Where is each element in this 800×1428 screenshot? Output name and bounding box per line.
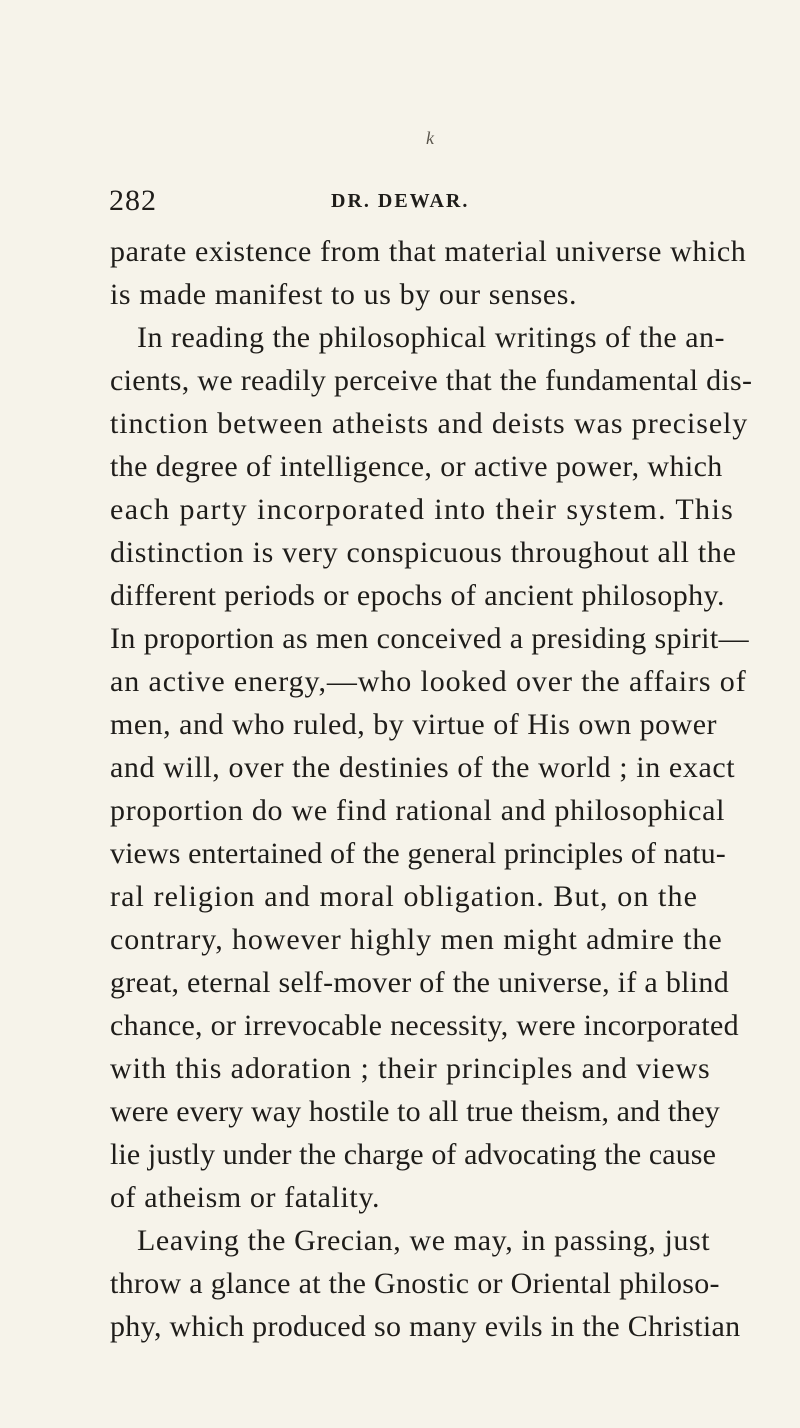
text-line: In proportion as men conceived a presiding spirit— [110, 622, 750, 655]
text-line: the degree of intelligence, or active power, which [110, 450, 723, 483]
text-line: is made manifest to us by our senses. [110, 278, 578, 311]
text-line: ral religion and moral obligation. But, on the [110, 880, 698, 913]
text-line: were every way hostile to all true theism, and they [110, 1095, 720, 1128]
text-line: contrary, however highly men might admire the [110, 923, 723, 956]
text-line: parate existence from that material universe which [110, 235, 747, 268]
text-line: chance, or irrevocable necessity, were incorporated [110, 1009, 739, 1042]
text-line: proportion do we find rational and philosophical [110, 794, 726, 827]
text-line: throw a glance at the Gnostic or Oriental philoso- [110, 1267, 720, 1300]
text-line: men, and who ruled, by virtue of His own power [110, 708, 718, 741]
page-number: 282 [109, 184, 157, 217]
paragraph-start-line: In reading the philosophical writings of the an- [137, 321, 726, 354]
running-title: DR. DEWAR. [331, 190, 470, 212]
margin-mark: k [426, 128, 434, 148]
text-line: views entertained of the general principles of natu- [110, 837, 726, 870]
text-line: tinction between atheists and deists was precisely [110, 407, 749, 440]
text-line: cients, we readily perceive that the fundamental dis- [110, 364, 753, 397]
text-line: lie justly under the charge of advocating the cause [110, 1138, 716, 1171]
paragraph-start-line: Leaving the Grecian, we may, in passing, just [137, 1224, 711, 1257]
text-line: an active energy,—who looked over the affairs of [110, 665, 747, 698]
text-line: phy, which produced so many evils in the Christian [110, 1310, 741, 1343]
text-line: great, eternal self-mover of the universe, if a blind [110, 966, 729, 999]
running-head [109, 183, 709, 223]
text-line: distinction is very conspicuous throughout all the [110, 536, 737, 569]
text-line: each party incorporated into their system. This [110, 493, 735, 526]
text-line: of atheism or fatality. [110, 1181, 381, 1214]
text-line: different periods or epochs of ancient philosophy. [110, 579, 725, 612]
text-line: and will, over the destinies of the world ; in exact [110, 751, 736, 784]
text-line: with this adoration ; their principles and views [110, 1052, 711, 1085]
